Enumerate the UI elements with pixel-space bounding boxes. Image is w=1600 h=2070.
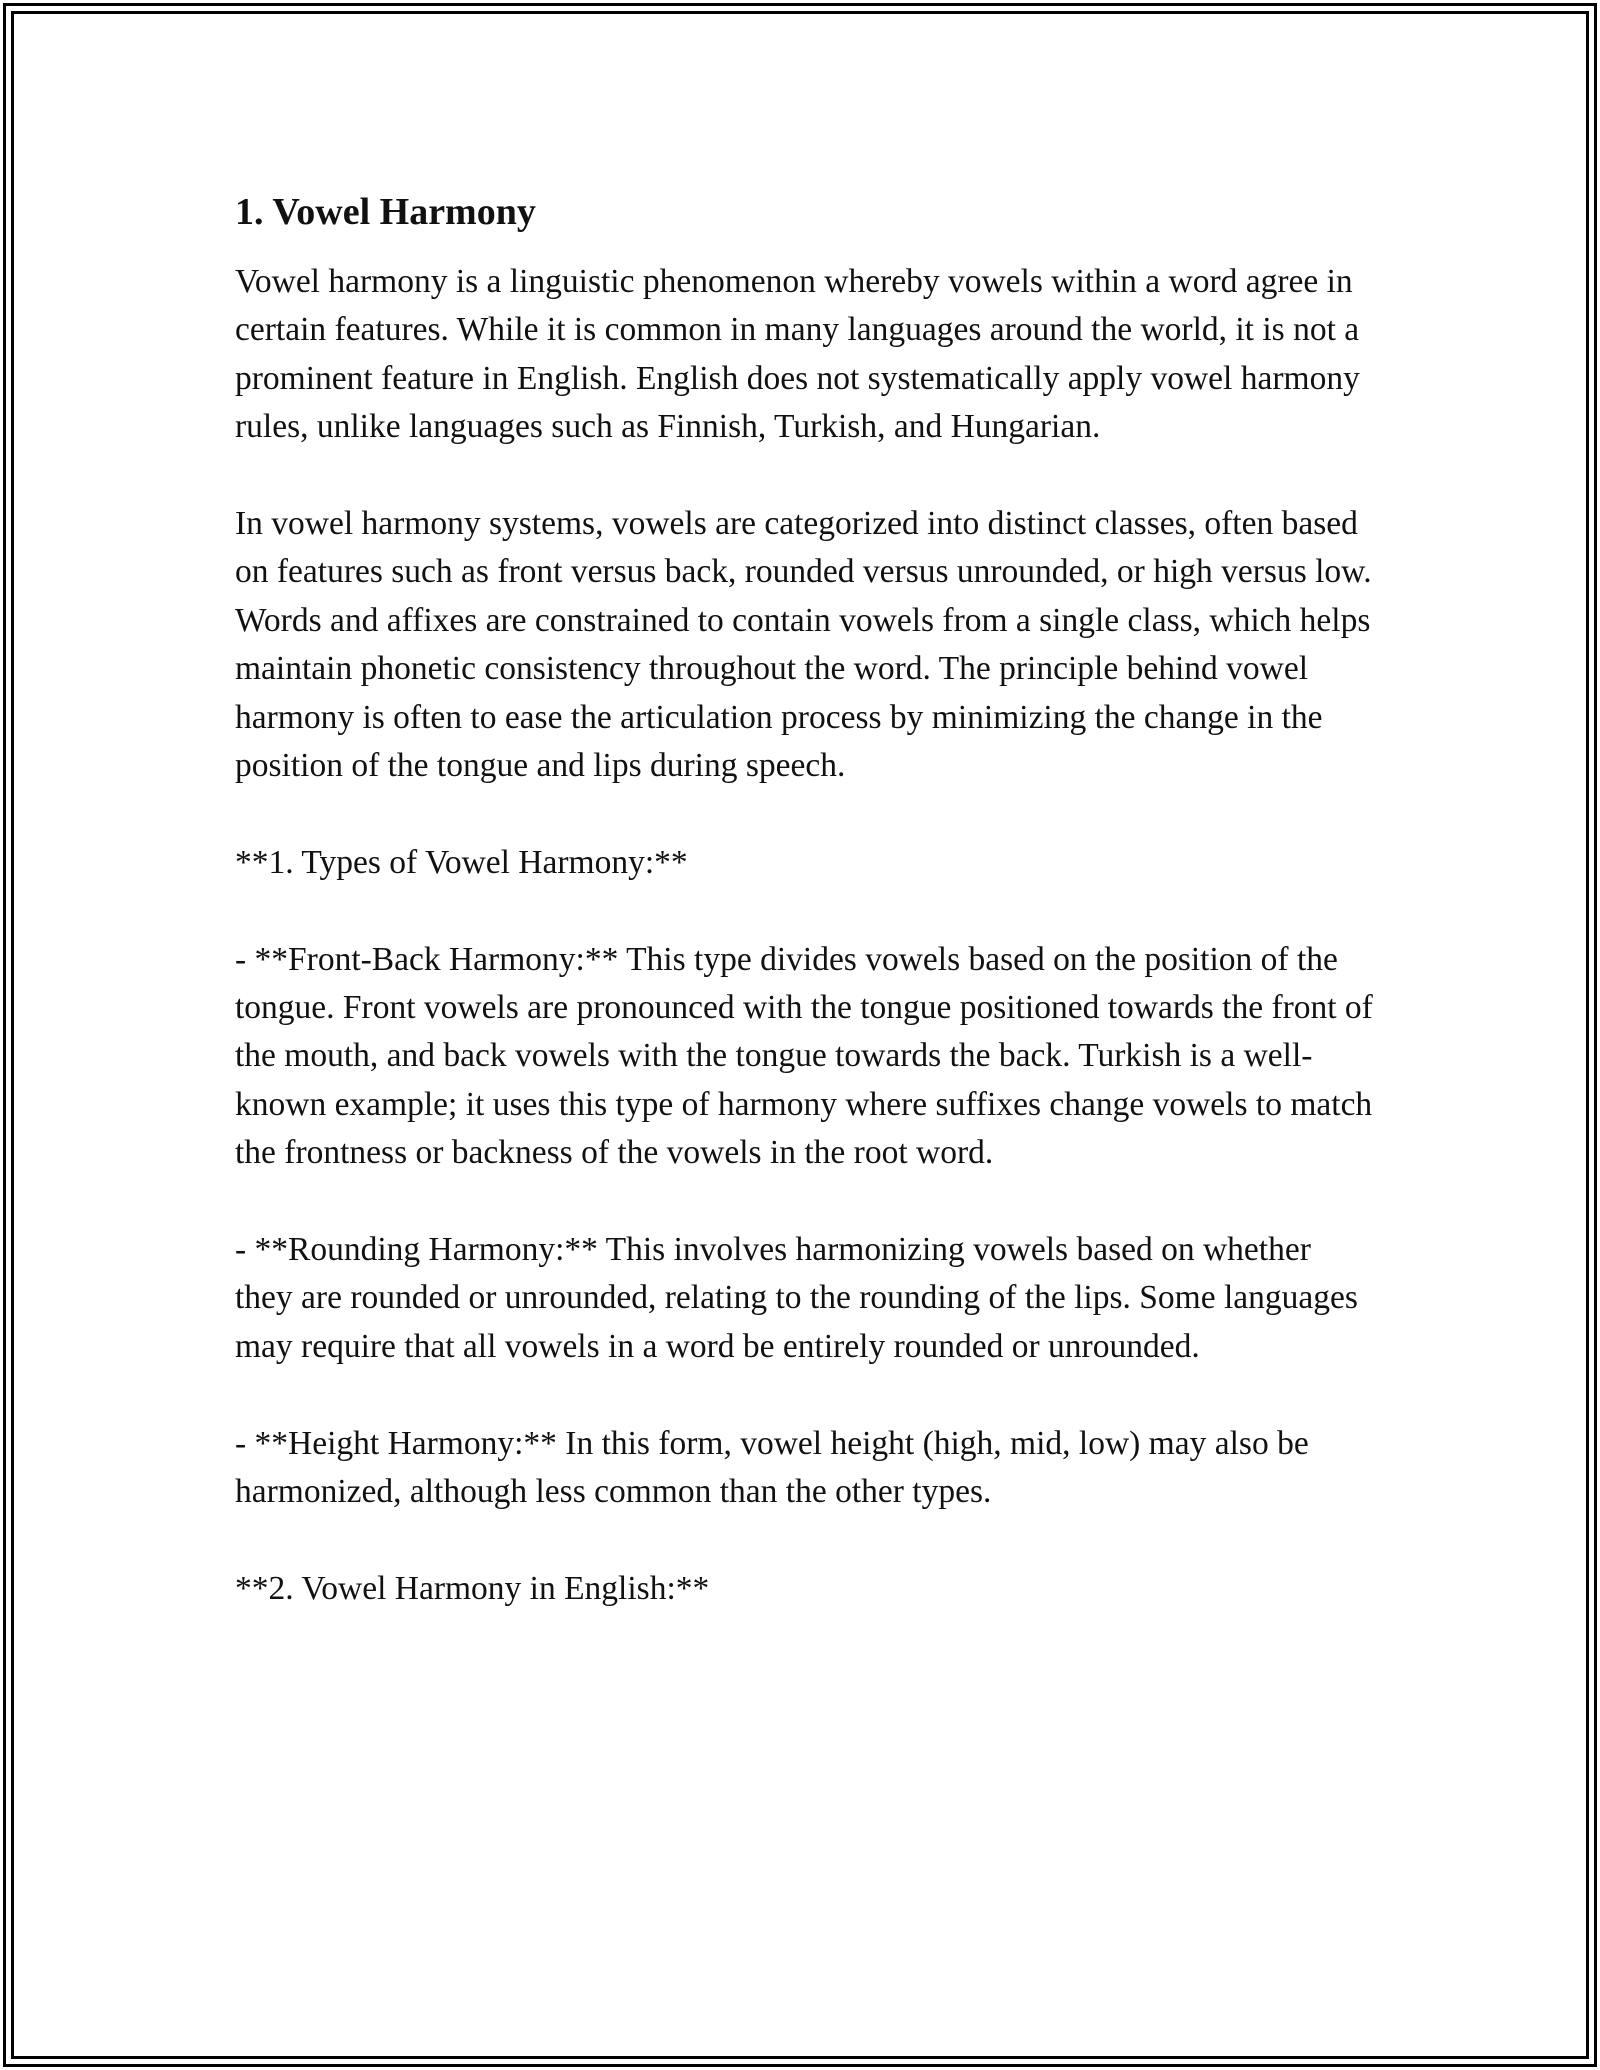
paragraph-front-back: - **Front-Back Harmony:** This type divides vowels based on the position of the tongue. Front vowels are pronounced with the tongue positioned towards the front of the mouth, and back vowels with the tongue towards the back. Turkish is a well-known example; it uses this type of harmony where suffixes change vowels to match the frontness or backness of the vowels in the root word. (235, 940, 1373, 1172)
paragraph-systems: In vowel harmony systems, vowels are categorized into distinct classes, often based on features such as front versus back, rounded versus unrounded, or high versus low. Words and affixes are constrained to contain vowels from a single class, which helps maintain phonetic consistency throughout the word. The principle behind vowel harmony is often to ease the articulation process by minimizing the change in the position of the tongue and lips during speech. (235, 505, 1372, 785)
paragraph-intro: Vowel harmony is a linguistic phenomenon whereby vowels within a word agree in certain features. While it is common in many languages around the world, it is not a prominent feature in English. English does not systematically apply vowel harmony rules, unlike languages such as Finnish, Turkish, and Hungarian. (235, 263, 1360, 446)
document-body (235, 188, 1375, 1662)
section-heading: 1. Vowel Harmony (235, 191, 536, 233)
paragraph-rounding: - **Rounding Harmony:** This involves harmonizing vowels based on whether they are rounded or unrounded, relating to the rounding of the lips. Some languages may require that all vowels in a word be entirely rounded or unrounded. (235, 1231, 1358, 1365)
subheading-types: **1. Types of Vowel Harmony:** (235, 843, 688, 881)
subheading-english: **2. Vowel Harmony in English:** (235, 1569, 710, 1607)
paragraph-height: - **Height Harmony:** In this form, vowel height (high, mid, low) may also be harmonized, although less common than the other types. (235, 1424, 1309, 1511)
